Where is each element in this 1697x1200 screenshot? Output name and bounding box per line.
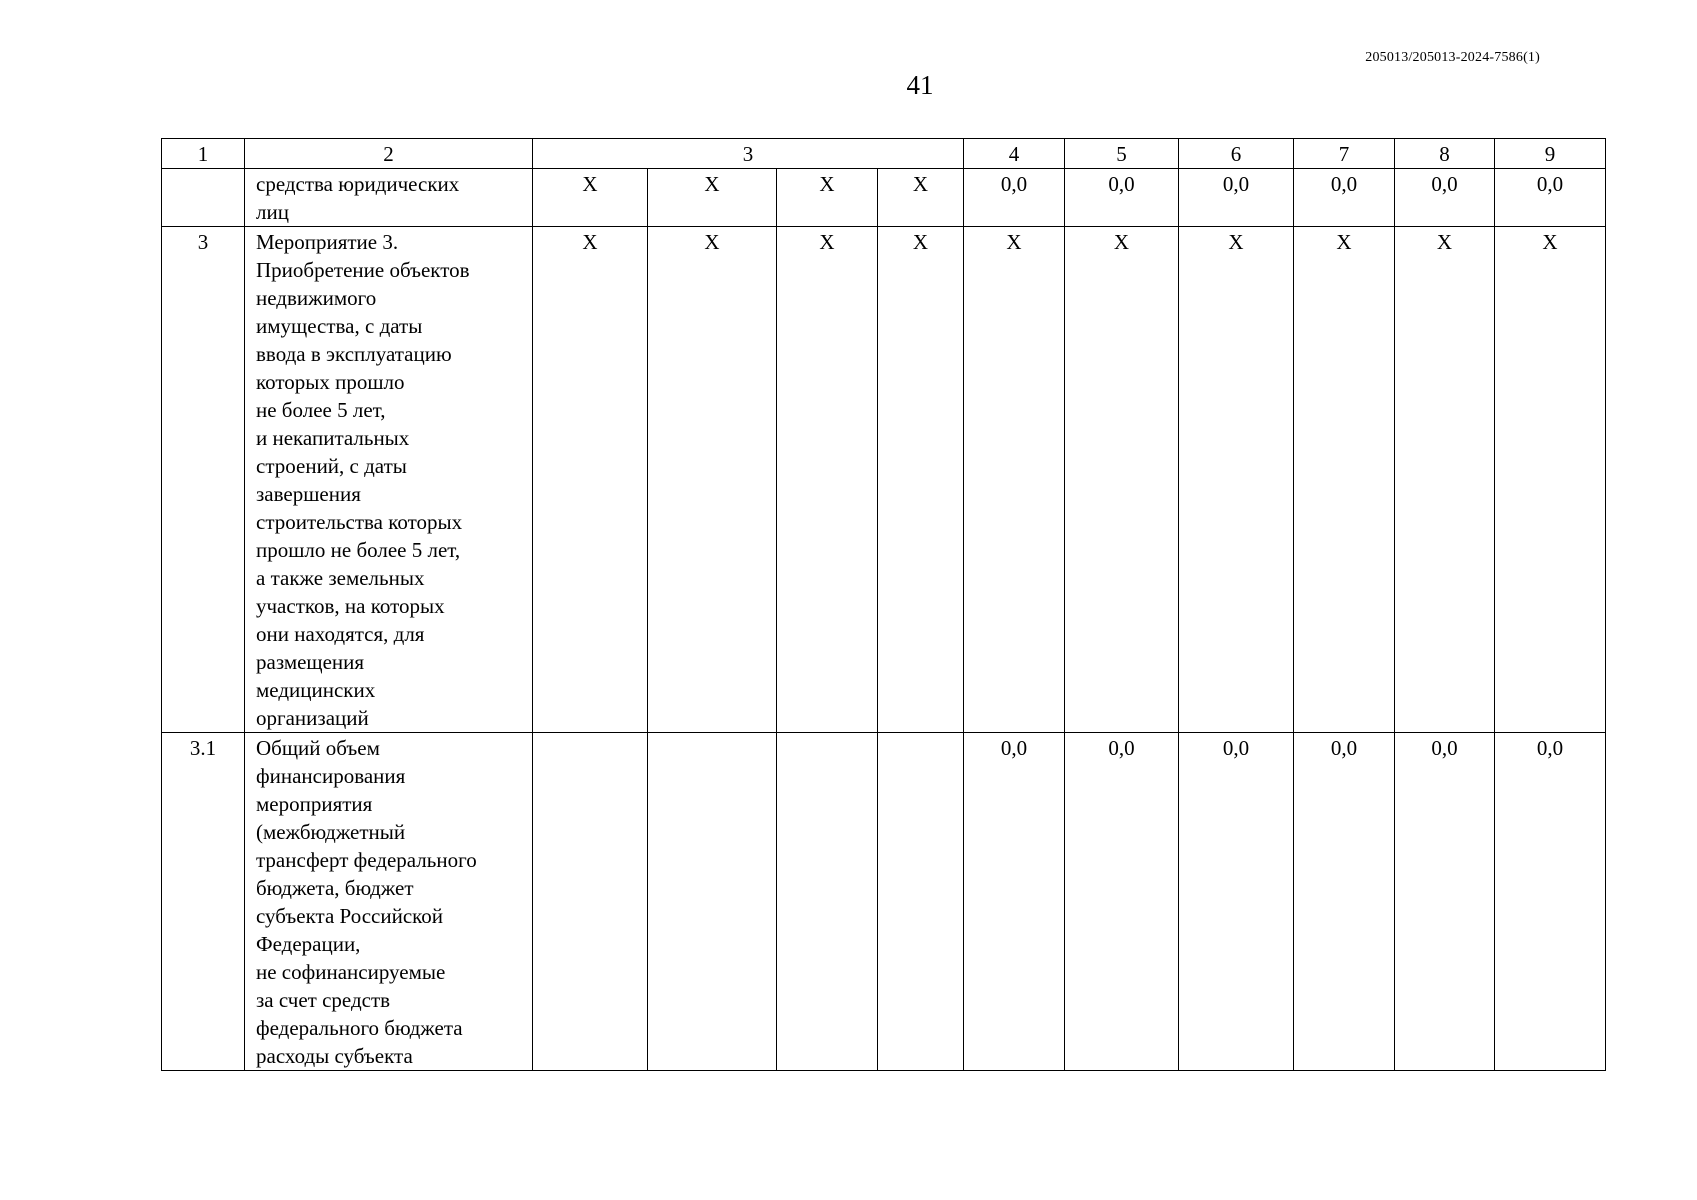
- table-cell: Х: [878, 169, 964, 227]
- column-header: 1: [162, 139, 245, 169]
- column-header: 9: [1495, 139, 1606, 169]
- description-line: расходы субъекта: [256, 1044, 413, 1068]
- description-line: медицинских: [256, 678, 376, 702]
- description-line: лиц: [256, 200, 289, 224]
- description-line: Приобретение объектов: [256, 258, 470, 282]
- table-row: [162, 169, 1606, 227]
- table-cell: Х: [1495, 227, 1606, 733]
- description-line: Мероприятие 3.: [256, 230, 399, 254]
- column-header-row: [162, 139, 1606, 169]
- column-header: 7: [1294, 139, 1395, 169]
- table-cell: 0,0: [964, 169, 1065, 227]
- description-line: строений, с даты: [256, 454, 407, 478]
- row-description: [245, 169, 533, 227]
- description-line: участков, на которых: [256, 594, 445, 618]
- description-line: а также земельных: [256, 566, 425, 590]
- table-cell: 0,0: [1065, 169, 1179, 227]
- description-line: федерального бюджета: [256, 1016, 463, 1040]
- column-header: 8: [1395, 139, 1495, 169]
- table-cell: 0,0: [1294, 169, 1395, 227]
- description-line: бюджета, бюджет: [256, 876, 414, 900]
- budget-table: [161, 138, 1606, 1071]
- column-header: 6: [1179, 139, 1294, 169]
- row-number: 3.1: [162, 733, 245, 1071]
- description-line: не софинансируемые: [256, 960, 446, 984]
- table-cell: Х: [878, 227, 964, 733]
- page-number: 41: [906, 70, 934, 100]
- row-description: [245, 227, 533, 733]
- description-line: строительства которых: [256, 510, 463, 534]
- description-line: размещения: [256, 650, 365, 674]
- table-cell: 0,0: [1395, 169, 1495, 227]
- table-cell: 0,0: [1294, 733, 1395, 1071]
- column-header: 4: [964, 139, 1065, 169]
- description-line: трансферт федерального: [256, 848, 477, 872]
- table-cell: Х: [964, 227, 1065, 733]
- table-cell: 0,0: [1065, 733, 1179, 1071]
- table-cell: Х: [648, 169, 777, 227]
- description-line: и некапитальных: [256, 426, 410, 450]
- table-cell: Х: [533, 227, 648, 733]
- description-line: они находятся, для: [256, 622, 425, 646]
- row-description: [245, 733, 533, 1071]
- description-line: ввода в эксплуатацию: [256, 342, 452, 366]
- column-header: 5: [1065, 139, 1179, 169]
- table-cell: 0,0: [1495, 733, 1606, 1071]
- description-line: средства юридических: [256, 172, 460, 196]
- table-row: [162, 227, 1606, 733]
- table-cell: [878, 733, 964, 1071]
- table-cell: Х: [648, 227, 777, 733]
- description-line: завершения: [256, 482, 361, 506]
- document-id: 205013/205013-2024-7586(1): [1365, 50, 1540, 65]
- table-cell: Х: [1395, 227, 1495, 733]
- row-number: 3: [162, 227, 245, 733]
- column-header: 2: [245, 139, 533, 169]
- table-cell: [648, 733, 777, 1071]
- description-line: которых прошло: [256, 370, 405, 394]
- table-cell: 0,0: [964, 733, 1065, 1071]
- table-cell: [533, 733, 648, 1071]
- table-cell: Х: [777, 169, 878, 227]
- description-line: не более 5 лет,: [256, 398, 386, 422]
- table-cell: 0,0: [1179, 733, 1294, 1071]
- table-cell: Х: [1179, 227, 1294, 733]
- table-row: [162, 733, 1606, 1071]
- description-line: организаций: [256, 706, 369, 730]
- description-line: (межбюджетный: [256, 820, 406, 844]
- description-line: прошло не более 5 лет,: [256, 538, 461, 562]
- table-cell: Х: [1294, 227, 1395, 733]
- description-line: мероприятия: [256, 792, 373, 816]
- table-cell: 0,0: [1395, 733, 1495, 1071]
- description-line: Общий объем: [256, 736, 380, 760]
- table-cell: Х: [777, 227, 878, 733]
- row-number: [162, 169, 245, 227]
- table-cell: [777, 733, 878, 1071]
- description-line: субъекта Российской: [256, 904, 444, 928]
- description-line: за счет средств: [256, 988, 391, 1012]
- description-line: финансирования: [256, 764, 406, 788]
- table-cell: Х: [533, 169, 648, 227]
- column-header: 3: [533, 139, 964, 169]
- table-cell: 0,0: [1179, 169, 1294, 227]
- description-line: недвижимого: [256, 286, 377, 310]
- table-cell: 0,0: [1495, 169, 1606, 227]
- table-cell: Х: [1065, 227, 1179, 733]
- description-line: имущества, с даты: [256, 314, 423, 338]
- description-line: Федерации,: [256, 932, 361, 956]
